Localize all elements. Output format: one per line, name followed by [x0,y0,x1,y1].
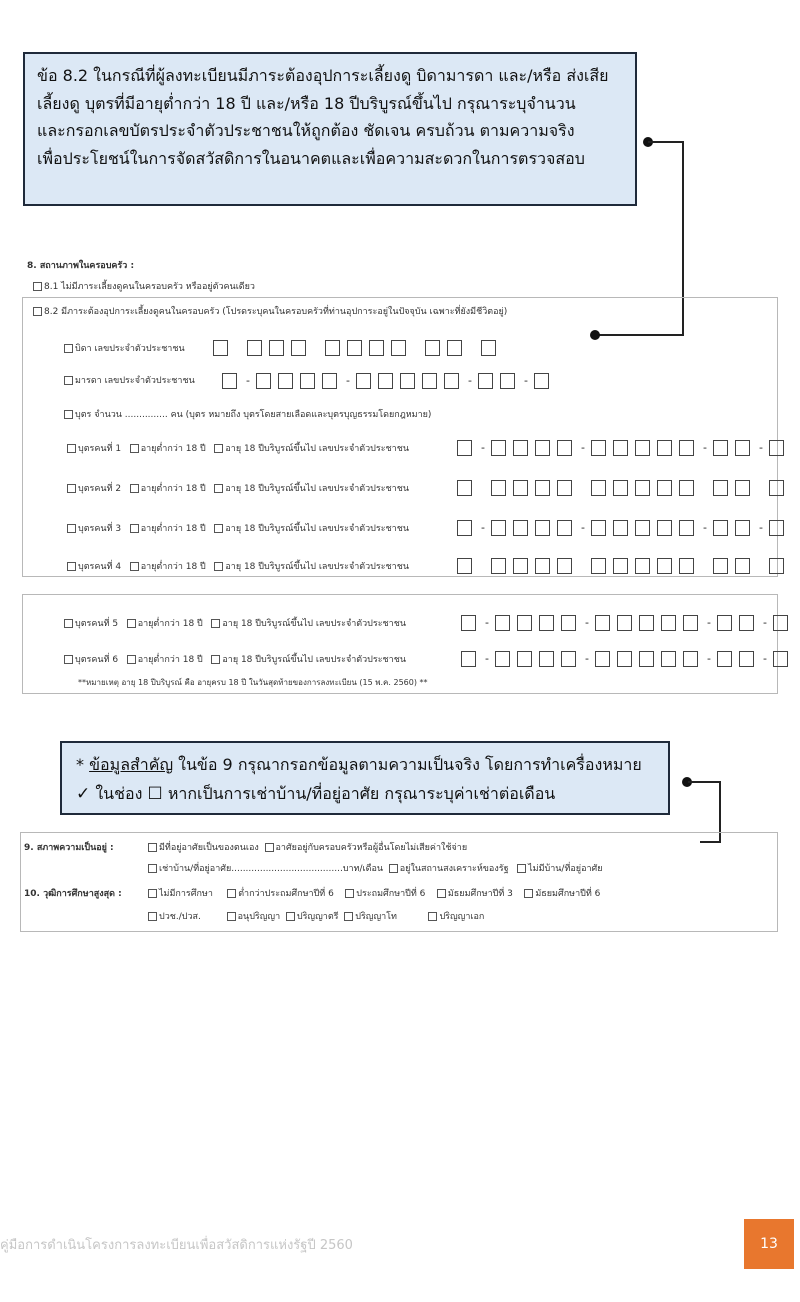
option-8-1 [33,279,255,293]
children-count-row [64,407,431,421]
option-label: ปริญญาตรี [296,912,339,922]
checkbox[interactable] [428,912,437,921]
checkbox[interactable] [524,889,533,898]
under-18-label: อายุต่ำกว่า 18 ปี [140,524,206,534]
section-8-heading: 8. สถานภาพในครอบครัว : [27,261,135,271]
checkbox[interactable] [344,912,353,921]
under-18-label: อายุต่ำกว่า 18 ปี [137,655,203,665]
option-label: มีที่อยู่อาศัยเป็นของตนเอง [159,843,259,853]
father-row [64,341,185,355]
checkbox[interactable] [64,619,73,628]
checkmark-icon: ✓ [76,784,91,804]
checkbox[interactable] [148,843,157,852]
over-18-label: อายุ 18 ปีบริบูรณ์ขึ้นไป เลขประจำตัวประชาชน [225,562,409,572]
section-9-label: 9. สภาพความเป็นอยู่ : [24,843,114,853]
checkbox[interactable] [211,655,220,664]
over-18-label: อายุ 18 ปีบริบูรณ์ขึ้นไป เลขประจำตัวประชาชน [222,619,406,629]
checkbox[interactable] [67,562,76,571]
instruction-callout-mid [60,741,670,815]
child-label: บุตรคนที่ 5 [75,619,119,629]
over-18-label: อายุ 18 ปีบริบูรณ์ขึ้นไป เลขประจำตัวประชาชน [225,524,409,534]
checkbox[interactable] [437,889,446,898]
child-row [67,559,409,573]
child-row [64,652,406,666]
checkbox[interactable] [148,912,157,921]
option-label: ประถมศึกษาปีที่ 6 [356,889,426,899]
callout-line-2 [76,779,654,809]
education-row-2 [148,909,484,923]
child-id-boxes[interactable]: - - - - [457,517,791,535]
checkbox[interactable] [64,655,73,664]
checkbox[interactable] [130,484,139,493]
child-label: บุตรคนที่ 3 [78,524,122,534]
child-id-boxes[interactable]: - - - - [461,648,795,666]
instruction-callout-top [23,52,637,206]
father-label: บิดา เลขประจำตัวประชาชน [75,344,185,354]
checkbox[interactable] [227,889,236,898]
under-18-label: อายุต่ำกว่า 18 ปี [140,562,206,572]
option-label: 8.1 ไม่มีภาระเลี้ยงดูคนในครอบครัว หรืออยู่ตัวคนเดียว [44,282,255,292]
child-row [64,616,406,630]
checkbox[interactable] [214,444,223,453]
option-label: ไม่มีการศึกษา [159,889,213,899]
under-18-label: อายุต่ำกว่า 18 ปี [140,444,206,454]
callout-text: ในข้อ 9 กรุณากรอกข้อมูลตามความเป็นจริง โดยการทำเครื่องหมาย [178,755,642,774]
important-label: ข้อมูลสำคัญ [89,755,174,774]
child-label: บุตรคนที่ 4 [78,562,122,572]
checkbox[interactable] [345,889,354,898]
checkbox[interactable] [127,655,136,664]
checkbox[interactable] [214,562,223,571]
children-label: บุตร จำนวน ............... คน (บุตร หมายถึง บุตรโดยสายเลือดและบุตรบุญธรรมโดยกฎหมาย) [75,410,432,420]
child-id-boxes[interactable]: - - - - [461,612,795,630]
education-row-1 [148,886,600,900]
option-label: มัธยมศึกษาปีที่ 6 [535,889,601,899]
checkbox[interactable] [33,307,42,316]
child-row [67,441,409,455]
child-label: บุตรคนที่ 2 [78,484,122,494]
connector-line [648,141,683,143]
option-8-2 [33,304,507,318]
option-label: ปริญญาเอก [439,912,485,922]
checkbox[interactable] [67,444,76,453]
checkbox[interactable] [64,410,73,419]
child-id-boxes[interactable] [457,555,791,573]
mother-row [64,373,195,387]
callout-line: และกรอกเลขบัตรประจำตัวประชาชนให้ถูกต้อง ชัดเจน ครบถ้วน ตามความจริง [37,121,575,140]
checkbox[interactable] [286,912,295,921]
child-id-boxes[interactable]: - - - - [457,437,791,455]
checkbox[interactable] [130,444,139,453]
callout-line-1 [76,750,654,779]
checkbox-icon: ☐ [147,784,163,804]
under-18-label: อายุต่ำกว่า 18 ปี [137,619,203,629]
option-label: อนุปริญญา [237,912,281,922]
child-label: บุตรคนที่ 1 [78,444,122,454]
callout-line: ข้อ 8.2 ในกรณีที่ผู้ลงทะเบียนมีภาระต้องอุปการะเลี้ยงดู บิดามารดา และ/หรือ ส่งเสีย [37,66,609,85]
checkbox[interactable] [148,864,157,873]
over-18-label: อายุ 18 ปีบริบูรณ์ขึ้นไป เลขประจำตัวประชาชน [225,444,409,454]
checkbox[interactable] [64,376,73,385]
footer-text: คู่มือการดำเนินโครงการลงทะเบียนเพื่อสวัสดิการแห่งรัฐปี 2560 [0,1238,353,1253]
checkbox[interactable] [148,889,157,898]
checkbox[interactable] [67,524,76,533]
option-label: เช่าบ้าน/ที่อยู่อาศัย.......................................บาท/เดือน [159,864,384,874]
father-id-boxes[interactable] [213,337,503,355]
checkbox[interactable] [214,524,223,533]
mother-label: มารดา เลขประจำตัวประชาชน [75,376,195,386]
callout-line: เลี้ยงดู บุตรที่มีอายุต่ำกว่า 18 ปี และ/หรือ 18 ปีบริบูรณ์ขึ้นไป กรุณาระบุจำนวน [37,93,576,113]
connector-line [688,781,720,783]
living-row-1 [148,840,467,854]
option-label: ไม่มีบ้าน/ที่อยู่อาศัย [528,864,603,874]
over-18-label: อายุ 18 ปีบริบูรณ์ขึ้นไป เลขประจำตัวประชาชน [225,484,409,494]
child-label: บุตรคนที่ 6 [75,655,119,665]
mother-id-boxes[interactable]: - - - - [222,370,556,388]
child-row [67,481,409,495]
option-label: อยู่ในสถานสงเคราะห์ของรัฐ [399,864,509,874]
child-row [67,521,409,535]
child-id-boxes[interactable] [457,477,791,495]
living-row-2 [148,861,603,875]
option-label: 8.2 มีภาระต้องอุปการะเลี้ยงดูคนในครอบครัว (โปรดระบุคนในครอบครัวที่ท่านอุปการะอยู่ในปัจจุบัน เฉพาะที่ยังมีชีวิตอยู่) [44,307,508,317]
checkbox[interactable] [64,344,73,353]
option-label: มัธยมศึกษาปีที่ 3 [447,889,513,899]
checkbox[interactable] [265,843,274,852]
asterisk: * [76,755,84,774]
callout-text: ในช่อง [95,784,143,803]
checkbox[interactable] [67,484,76,493]
callout-line: เพื่อประโยชน์ในการจัดสวัสดิการในอนาคตและเพื่อความสะดวกในการตรวจสอบ [37,148,585,168]
checkbox[interactable] [130,562,139,571]
option-label: ปวช./ปวส. [159,912,201,922]
checkbox[interactable] [389,864,398,873]
checkbox[interactable] [517,864,526,873]
option-label: ปริญญาโท [355,912,397,922]
option-label: ต่ำกว่าประถมศึกษาปีที่ 6 [238,889,334,899]
age-note: **หมายเหตุ อายุ 18 ปีบริบูรณ์ คือ อายุครบ 18 ปี ในวันสุดท้ายของการลงทะเบียน (15 พ.ค. 2560) ** [78,678,428,687]
section-10-label: 10. วุฒิการศึกษาสูงสุด : [24,889,122,899]
under-18-label: อายุต่ำกว่า 18 ปี [140,484,206,494]
option-label: อาศัยอยู่กับครอบครัวหรือผู้อื่นโดยไม่เสียค่าใช้จ่าย [275,843,468,853]
checkbox[interactable] [33,282,42,291]
over-18-label: อายุ 18 ปีบริบูรณ์ขึ้นไป เลขประจำตัวประชาชน [222,655,406,665]
checkbox[interactable] [127,619,136,628]
checkbox[interactable] [227,912,236,921]
checkbox[interactable] [211,619,220,628]
checkbox[interactable] [130,524,139,533]
checkbox[interactable] [214,484,223,493]
page-number: 13 [744,1219,794,1269]
callout-text: หากเป็นการเช่าบ้าน/ที่อยู่อาศัย กรุณาระบุค่าเช่าต่อเดือน [167,784,556,803]
